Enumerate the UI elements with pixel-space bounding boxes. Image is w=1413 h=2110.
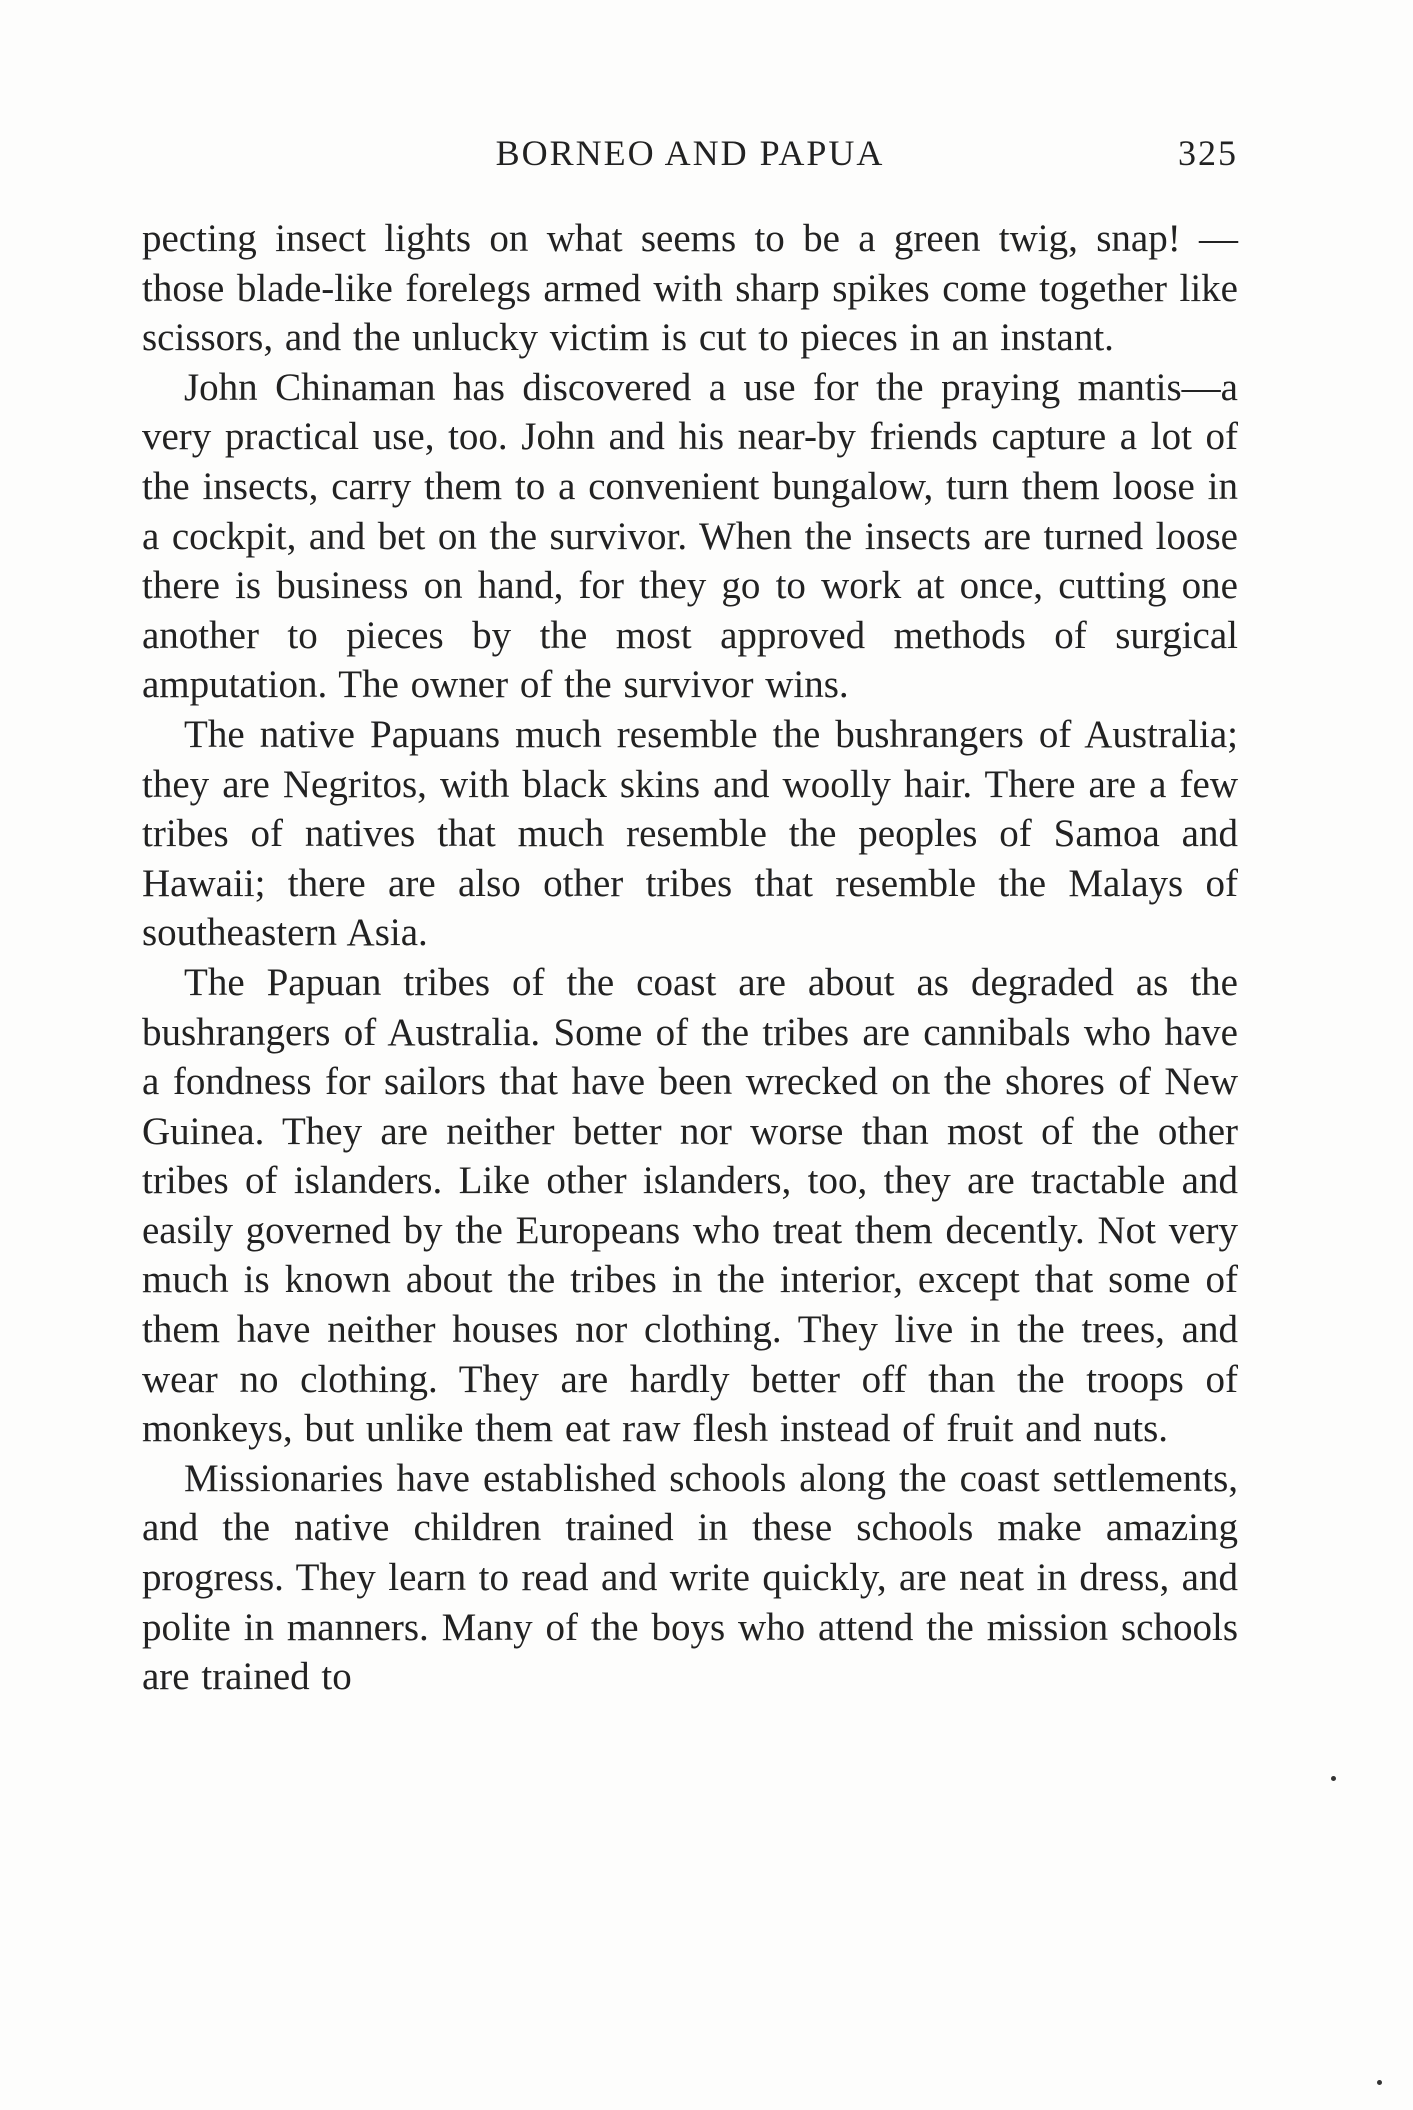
body-text bbox=[142, 214, 1238, 1702]
running-head bbox=[142, 132, 1238, 182]
scan-speck bbox=[1331, 1776, 1336, 1781]
paragraph-5: Missionaries have established schools along the coast settlements, and the native children trained in these schools make amazing progress. They learn to read and write quickly, are neat in dress, and polite in manners. Many of the boys who attend the mission schools are trained to bbox=[142, 1456, 1238, 1699]
paragraph-3: The native Papuans much resemble the bushrangers of Australia; they are Negritos, with black skins and woolly hair. There are a few tribes of natives that much resemble the peoples of Samoa and Hawaii; there are also other tribes that resemble the Malays of southeastern Asia. bbox=[142, 712, 1238, 955]
paragraph-4: The Papuan tribes of the coast are about as degraded as the bushrangers of Australia. Some of the tribes are cannibals who have a fondness for sailors that have been wrecked on the shores of New Guinea. They are neither better nor worse than most of the other tribes of islanders. Like other islanders, too, they are tractable and easily governed by the Europeans who treat them decently. Not very much is known about the tribes in the interior, except that some of them have neither houses nor clothing. They live in the trees, and wear no clothing. They are hardly better off than the troops of monkeys, but unlike them eat raw flesh instead of fruit and nuts. bbox=[142, 960, 1238, 1451]
paragraph-2: John Chinaman has discovered a use for the praying mantis—a very practical use, too. John and his near-by friends capture a lot of the insects, carry them to a convenient bungalow, turn them loose in a cockpit, and bet on the survivor. When the insects are turned loose there is business on hand, for they go to work at once, cutting one another to pieces by the most approved methods of surgical amputation. The owner of the survivor wins. bbox=[142, 365, 1238, 707]
running-title: BORNEO AND PAPUA bbox=[495, 133, 885, 173]
page-number: 325 bbox=[1178, 133, 1238, 173]
paragraph-1: pecting insect lights on what seems to be a green twig, snap! —those blade-like forelegs armed with sharp spikes come together like scissors, and the unlucky victim is cut to pieces in an instant. bbox=[142, 217, 1238, 360]
scan-speck bbox=[1377, 2080, 1382, 2085]
